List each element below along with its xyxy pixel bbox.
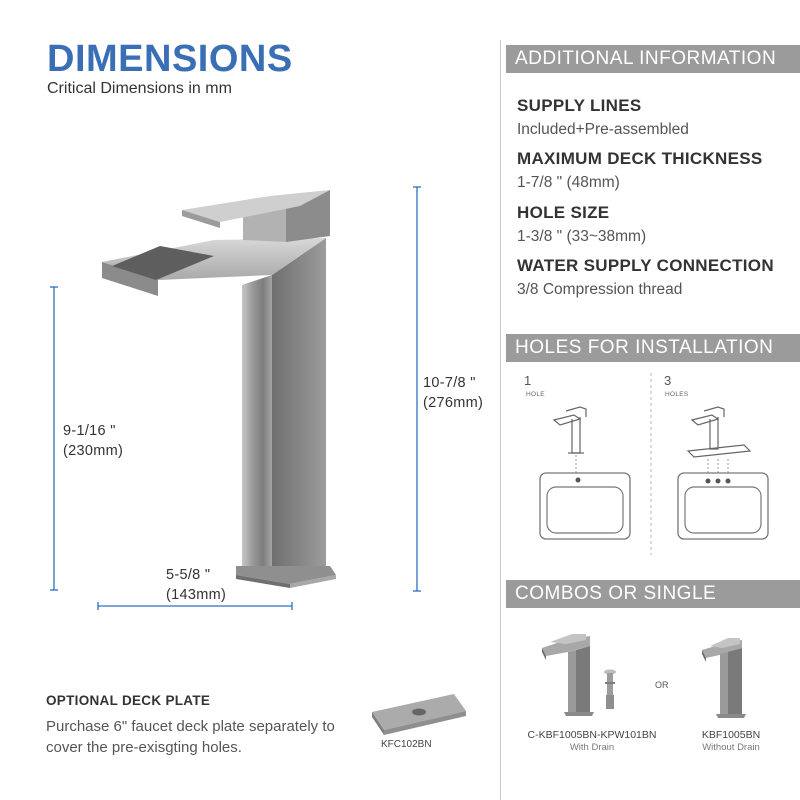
combos-illustration [506, 620, 800, 730]
spout-height-label [63, 422, 123, 461]
combo-faucet-without-drain-graphic [702, 638, 746, 718]
total-height-mm: (276mm) [423, 394, 484, 411]
three-hole-sink-icon [678, 473, 768, 539]
info-value-water-supply: 3/8 Compression thread [517, 281, 683, 298]
additional-info-band: ADDITIONAL INFORMATION [506, 45, 800, 73]
column-divider [500, 40, 501, 800]
info-value-hole-size: 1-3/8 " (33~38mm) [517, 228, 647, 245]
spout-reach-label [166, 566, 226, 605]
info-heading-supply-lines: SUPPLY LINES [517, 96, 642, 115]
deck-plate-description: Purchase 6" faucet deck plate separately to cover the pre-exisgting holes. [46, 718, 335, 756]
hole-option-1-count: 1 [524, 373, 532, 388]
info-value-supply-lines: Included+Pre-assembled [517, 121, 689, 138]
info-value-deck-thickness: 1-7/8 " (48mm) [517, 174, 620, 191]
holes-band: HOLES FOR INSTALLATION [506, 334, 800, 362]
single-hole-faucet-icon [554, 407, 586, 453]
hole-option-3-caption: HOLES [665, 391, 689, 398]
drain-graphic [604, 670, 616, 710]
faucet-graphic [102, 190, 336, 588]
total-height-dimension-line [413, 187, 421, 591]
combos-band: COMBOS OR SINGLE [506, 580, 800, 608]
info-heading-deck-thickness: MAXIMUM DECK THICKNESS [517, 149, 763, 168]
spout-height-dimension-line [50, 287, 58, 590]
deck-plate-title: OPTIONAL DECK PLATE [46, 693, 211, 708]
page-title: DIMENSIONS [47, 38, 293, 80]
spout-reach-mm: (143mm) [166, 586, 227, 603]
info-heading-hole-size: HOLE SIZE [517, 203, 610, 222]
total-height-inch: 10-7/8 " [423, 375, 476, 391]
total-height-label [423, 374, 483, 413]
spout-height-mm: (230mm) [63, 442, 124, 459]
single-hole-sink-icon [540, 473, 630, 539]
three-hole-faucet-icon [688, 407, 750, 457]
hole-option-1-caption: HOLE [526, 391, 545, 398]
combo-without-drain-note: Without Drain [702, 742, 760, 753]
combo-without-drain-model: KBF1005BN [701, 729, 761, 741]
combo-faucet-with-drain-graphic [542, 634, 594, 716]
deck-plate-model: KFC102BN [381, 739, 432, 750]
hole-option-3-count: 3 [664, 373, 672, 388]
spout-reach-inch: 5-5/8 " [166, 567, 211, 583]
deck-plate-image [366, 688, 476, 740]
combo-with-drain-note: With Drain [569, 742, 615, 753]
spout-height-inch: 9-1/16 " [63, 423, 116, 439]
combo-or-label: OR [655, 680, 669, 690]
combo-with-drain-model: C-KBF1005BN-KPW101BN [527, 729, 657, 741]
holes-diagram [506, 365, 800, 565]
page-subtitle: Critical Dimensions in mm [47, 80, 232, 97]
info-heading-water-supply: WATER SUPPLY CONNECTION [517, 256, 774, 275]
